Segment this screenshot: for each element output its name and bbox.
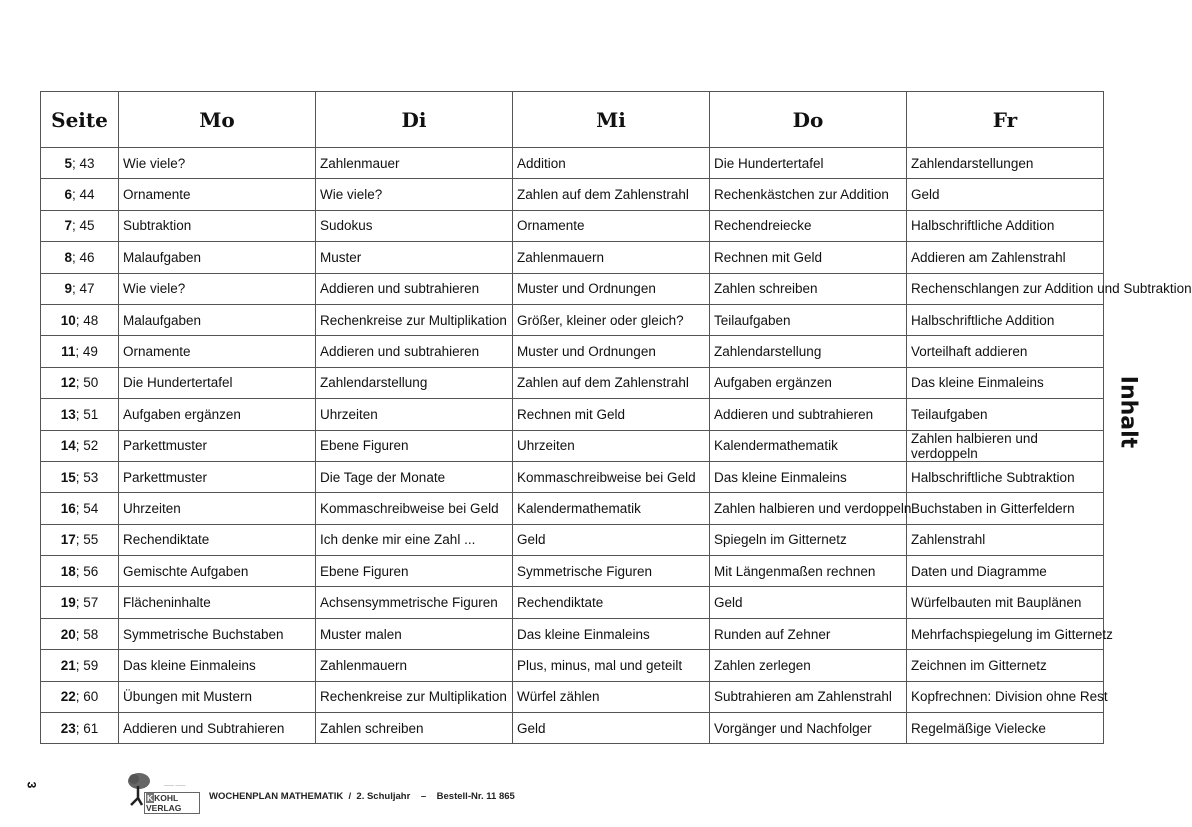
- cell-do: Subtrahieren am Zahlenstrahl: [710, 681, 907, 712]
- page-number-solution: ; 61: [75, 720, 99, 736]
- cell-mo: Subtraktion: [119, 210, 316, 241]
- cell-di: Zahlen schreiben: [316, 713, 513, 744]
- page-ref-cell: [41, 556, 119, 587]
- cell-mi: Symmetrische Figuren: [513, 556, 710, 587]
- page-number-solution: ; 60: [75, 689, 99, 705]
- table-row: [41, 179, 1104, 210]
- cell-do: Zahlen zerlegen: [710, 650, 907, 681]
- cell-di: Ebene Figuren: [316, 430, 513, 461]
- cell-fr: Regelmäßige Vielecke: [907, 713, 1104, 744]
- cell-mi: Größer, kleiner oder gleich?: [513, 304, 710, 335]
- cell-fr: Zahlenstrahl: [907, 524, 1104, 555]
- cell-di: Die Tage der Monate: [316, 461, 513, 492]
- cell-di: Addieren und subtrahieren: [316, 336, 513, 367]
- cell-fr: Buchstaben in Gitterfeldern: [907, 493, 1104, 524]
- cell-mo: Ornamente: [119, 179, 316, 210]
- header-fr: Fr: [907, 92, 1104, 148]
- cell-mi: Geld: [513, 524, 710, 555]
- cell-do: Vorgänger und Nachfolger: [710, 713, 907, 744]
- table-row: [41, 242, 1104, 273]
- cell-do: Addieren und subtrahieren: [710, 399, 907, 430]
- page-number-solution: ; 45: [71, 218, 95, 234]
- cell-di: Sudokus: [316, 210, 513, 241]
- cell-do: Die Hundertertafel: [710, 148, 907, 179]
- page-number-solution: ; 57: [75, 595, 99, 611]
- page-ref-cell: [41, 367, 119, 398]
- page-ref-cell: [41, 273, 119, 304]
- cell-mi: Muster und Ordnungen: [513, 336, 710, 367]
- cell-mi: Würfel zählen: [513, 681, 710, 712]
- table-row: [41, 713, 1104, 744]
- page-number-bold: 15: [60, 469, 76, 485]
- page-number-bold: 16: [60, 500, 76, 516]
- cell-di: Muster malen: [316, 618, 513, 649]
- cell-fr: Halbschriftliche Subtraktion: [907, 461, 1104, 492]
- cell-fr: Teilaufgaben: [907, 399, 1104, 430]
- cell-fr: Kopfrechnen: Division ohne Rest: [907, 681, 1104, 712]
- table-row: [41, 430, 1104, 461]
- page-number-solution: ; 56: [75, 563, 99, 579]
- cell-di: Rechenkreise zur Multiplikation: [316, 304, 513, 335]
- page-ref-cell: [41, 524, 119, 555]
- cell-mo: Addieren und Subtrahieren: [119, 713, 316, 744]
- cell-di: Achsensymmetrische Figuren: [316, 587, 513, 618]
- cell-fr: Würfelbauten mit Bauplänen: [907, 587, 1104, 618]
- page-number-bold: 9: [64, 281, 72, 297]
- page-ref-cell: [41, 399, 119, 430]
- cell-mi: Zahlen auf dem Zahlenstrahl: [513, 179, 710, 210]
- cell-di: Zahlenmauer: [316, 148, 513, 179]
- page-number-solution: ; 53: [75, 469, 99, 485]
- page-ref-cell: [41, 242, 119, 273]
- cell-di: Rechenkreise zur Multiplikation: [316, 681, 513, 712]
- cell-mo: Ornamente: [119, 336, 316, 367]
- cell-mo: Wie viele?: [119, 148, 316, 179]
- cell-fr: Vorteilhaft addieren: [907, 336, 1104, 367]
- cell-di: Ich denke mir eine Zahl ...: [316, 524, 513, 555]
- page-ref-cell: [41, 210, 119, 241]
- cell-do: Geld: [710, 587, 907, 618]
- page-number-solution: ; 59: [75, 657, 99, 673]
- page-ref-cell: [41, 148, 119, 179]
- page-number-solution: ; 52: [75, 438, 99, 454]
- cell-mi: Zahlenmauern: [513, 242, 710, 273]
- page-number-bold: 10: [60, 312, 76, 328]
- page-ref-cell: [41, 461, 119, 492]
- page-number-bold: 22: [60, 689, 76, 705]
- cell-mi: Kalendermathematik: [513, 493, 710, 524]
- page-ref-cell: [41, 430, 119, 461]
- table-row: [41, 681, 1104, 712]
- cell-mo: Parkettmuster: [119, 430, 316, 461]
- cell-mi: Uhrzeiten: [513, 430, 710, 461]
- cell-do: Teilaufgaben: [710, 304, 907, 335]
- page-number-solution: ; 51: [75, 406, 99, 422]
- cell-mo: Wie viele?: [119, 273, 316, 304]
- cell-mo: Parkettmuster: [119, 461, 316, 492]
- cell-fr: Das kleine Einmaleins: [907, 367, 1104, 398]
- cell-fr: Zahlendarstellungen: [907, 148, 1104, 179]
- page-number-bold: 14: [60, 438, 76, 454]
- cell-di: Zahlenmauern: [316, 650, 513, 681]
- table-row: [41, 461, 1104, 492]
- cell-di: Zahlendarstellung: [316, 367, 513, 398]
- cell-mi: Zahlen auf dem Zahlenstrahl: [513, 367, 710, 398]
- header-mi: Mi: [513, 92, 710, 148]
- cell-di: Ebene Figuren: [316, 556, 513, 587]
- cell-di: Wie viele?: [316, 179, 513, 210]
- cell-mo: Symmetrische Buchstaben: [119, 618, 316, 649]
- table-body: [41, 148, 1192, 744]
- cell-mo: Die Hundertertafel: [119, 367, 316, 398]
- page-ref-cell: [41, 179, 119, 210]
- table-row: [41, 304, 1104, 335]
- cell-mi: Muster und Ordnungen: [513, 273, 710, 304]
- cell-mi: Addition: [513, 148, 710, 179]
- cell-fr: Geld: [907, 179, 1104, 210]
- cell-mo: Aufgaben ergänzen: [119, 399, 316, 430]
- table-row: [41, 336, 1104, 367]
- page-number-bold: 12: [60, 375, 76, 391]
- cell-mi: Plus, minus, mal und geteilt: [513, 650, 710, 681]
- publisher-logo: [124, 772, 200, 813]
- header-di: Di: [316, 92, 513, 148]
- page-number-solution: ; 46: [71, 249, 95, 265]
- cell-do: Spiegeln im Gitternetz: [710, 524, 907, 555]
- cell-fr: Zahlen halbieren und verdoppeln: [907, 430, 1104, 461]
- header-seite: Seite: [41, 92, 119, 148]
- table-row: [41, 273, 1104, 304]
- cell-do: Aufgaben ergänzen: [710, 367, 907, 398]
- page-number-solution: ; 49: [75, 344, 98, 360]
- page-number-bold: 18: [60, 563, 76, 579]
- cell-mi: Geld: [513, 713, 710, 744]
- page-number-bold: 13: [60, 406, 76, 422]
- table-row: [41, 493, 1104, 524]
- table-row: [41, 148, 1104, 179]
- cell-do: Das kleine Einmaleins: [710, 461, 907, 492]
- cell-mo: Gemischte Aufgaben: [119, 556, 316, 587]
- cell-fr: Mehrfachspiegelung im Gitternetz: [907, 618, 1104, 649]
- page-number-bold: 17: [60, 532, 76, 548]
- table-row: [41, 587, 1104, 618]
- page-ref-cell: [41, 713, 119, 744]
- page-number: 3: [24, 781, 39, 789]
- table-row: [41, 367, 1104, 398]
- cell-mi: Rechendiktate: [513, 587, 710, 618]
- cell-mo: Übungen mit Mustern: [119, 681, 316, 712]
- cell-di: Kommaschreibweise bei Geld: [316, 493, 513, 524]
- cell-fr: Addieren am Zahlenstrahl: [907, 242, 1104, 273]
- table-row: [41, 556, 1104, 587]
- logo-tagline: —— ——: [164, 783, 186, 789]
- page-number-bold: 21: [60, 657, 76, 673]
- page-number-solution: ; 50: [75, 375, 99, 391]
- page-number-solution: ; 47: [71, 281, 95, 297]
- cell-do: Kalendermathematik: [710, 430, 907, 461]
- page-ref-cell: [41, 587, 119, 618]
- cell-fr: Rechenschlangen zur Addition und Subtraktion: [907, 273, 1104, 304]
- header-row: [41, 92, 1104, 148]
- cell-mo: Malaufgaben: [119, 242, 316, 273]
- cell-do: Zahlen halbieren und verdoppeln: [710, 493, 907, 524]
- page-number-solution: ; 44: [71, 187, 95, 203]
- cell-do: Zahlendarstellung: [710, 336, 907, 367]
- page-number-bold: 20: [60, 626, 76, 642]
- cell-mi: Kommaschreibweise bei Geld: [513, 461, 710, 492]
- table-row: [41, 524, 1104, 555]
- page-ref-cell: [41, 681, 119, 712]
- header-do: Do: [710, 92, 907, 148]
- page-number-solution: ; 43: [71, 155, 95, 171]
- cell-mo: Malaufgaben: [119, 304, 316, 335]
- table-row: [41, 210, 1104, 241]
- page-number-bold: 6: [64, 187, 72, 203]
- cell-do: Rechnen mit Geld: [710, 242, 907, 273]
- page-ref-cell: [41, 336, 119, 367]
- page-number-bold: 23: [60, 720, 76, 736]
- cell-do: Zahlen schreiben: [710, 273, 907, 304]
- section-label-inhalt: Inhalt: [1115, 375, 1141, 449]
- weekly-plan-table: [40, 91, 1192, 744]
- cell-mo: Rechendiktate: [119, 524, 316, 555]
- cell-mo: Das kleine Einmaleins: [119, 650, 316, 681]
- logo-brand: KKOHL VERLAG: [144, 792, 200, 814]
- page-ref-cell: [41, 650, 119, 681]
- cell-do: Runden auf Zehner: [710, 618, 907, 649]
- cell-mi: Das kleine Einmaleins: [513, 618, 710, 649]
- page-ref-cell: [41, 618, 119, 649]
- cell-fr: Halbschriftliche Addition: [907, 210, 1104, 241]
- page-number-bold: 5: [64, 155, 72, 171]
- cell-fr: Zeichnen im Gitternetz: [907, 650, 1104, 681]
- page-ref-cell: [41, 304, 119, 335]
- table-row: [41, 618, 1104, 649]
- page-number-solution: ; 58: [75, 626, 99, 642]
- footer-text: WOCHENPLAN MATHEMATIK / 2. Schuljahr – Bestell-Nr. 11 865: [209, 791, 515, 802]
- page-ref-cell: [41, 493, 119, 524]
- cell-mi: Ornamente: [513, 210, 710, 241]
- header-mo: Mo: [119, 92, 316, 148]
- page-number-bold: 11: [61, 344, 76, 360]
- cell-mi: Rechnen mit Geld: [513, 399, 710, 430]
- page-number-bold: 19: [60, 595, 76, 611]
- cell-fr: Daten und Diagramme: [907, 556, 1104, 587]
- cell-mo: Flächeninhalte: [119, 587, 316, 618]
- cell-di: Addieren und subtrahieren: [316, 273, 513, 304]
- page-number-solution: ; 54: [75, 500, 99, 516]
- cell-mo: Uhrzeiten: [119, 493, 316, 524]
- page-number-bold: 7: [64, 218, 72, 234]
- page-number-bold: 8: [64, 249, 72, 265]
- page-number-solution: ; 55: [75, 532, 99, 548]
- table-row: [41, 650, 1104, 681]
- cell-do: Rechenkästchen zur Addition: [710, 179, 907, 210]
- cell-di: Uhrzeiten: [316, 399, 513, 430]
- cell-fr: Halbschriftliche Addition: [907, 304, 1104, 335]
- page-number-solution: ; 48: [75, 312, 99, 328]
- cell-do: Mit Längenmaßen rechnen: [710, 556, 907, 587]
- cell-di: Muster: [316, 242, 513, 273]
- cell-do: Rechendreiecke: [710, 210, 907, 241]
- table-row: [41, 399, 1104, 430]
